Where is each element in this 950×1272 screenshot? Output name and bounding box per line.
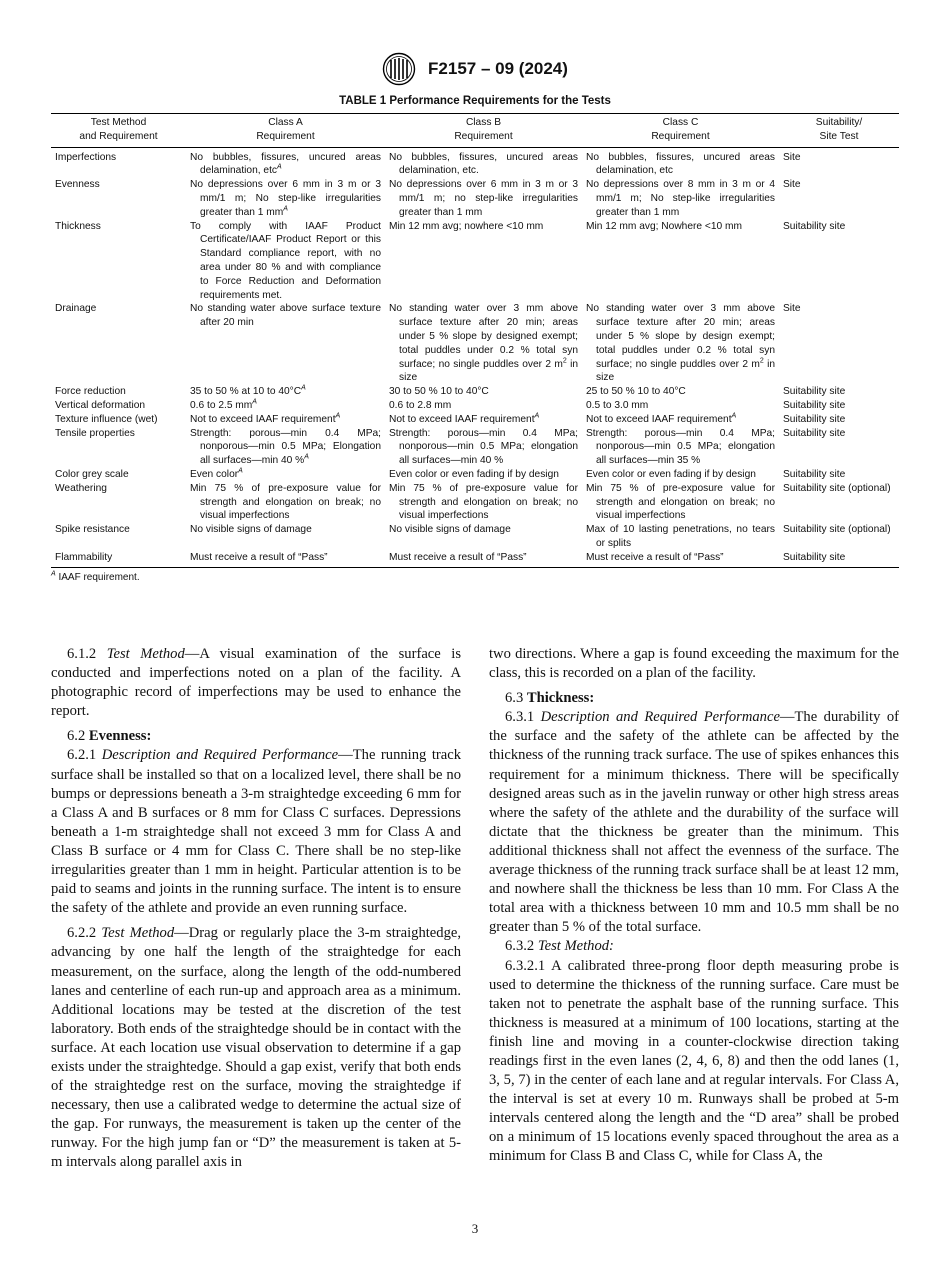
class-c-cell: Must receive a result of “Pass”	[582, 551, 779, 567]
class-b-cell: Min 12 mm avg; nowhere <10 mm	[389, 220, 544, 232]
class-a-cell: No standing water above surface texture after 20 min	[190, 303, 381, 329]
class-b-cell: Min 75 % of pre-exposure value for strength and elongation on break; no visual imperfections	[389, 482, 578, 522]
site-cell: Suitability site	[779, 551, 899, 567]
section-6-2-heading: 6.2 Evenness:	[67, 728, 152, 745]
table-row	[51, 147, 899, 178]
class-c-cell: No standing water over 3 mm above surface texture after 20 min; areas under 5 % slope by design exempt; total puddles under 0.2 % total syn surface; no single puddles over 2 $m^2$ in size	[586, 303, 775, 384]
class-b-cell: No standing water over 3 mm above surface texture after 20 min; areas under 5 % slope by designed exempt; total puddles under 0.2 % total syn surface; no single puddles over 2 $m^2$ in size	[389, 303, 578, 384]
table-row	[51, 551, 899, 567]
paragraph-6-2-1: 6.2.1 Description and Required Performance—The running track surface shall be installed so that on a localized level, there shall be no bumps or depressions beneath a 3-m straightedge exceeding 6 mm for a Class A and B surfaces or 8 mm for Class C surfaces. Depressions beneath a 1-m straightedge shall not exceed 3 mm for Class A and Class B surface or 4 mm for Class C. There shall be no step-like irregularities greater than 1 mm in height. Particular attention is to be paid to seams and joints in the running surface. The intent is to ensure the safety of the athlete and provide an even running surface.	[51, 747, 461, 917]
class-c-cell: Min 75 % of pre-exposure value for strength and elongation on break; no visual imperfections	[586, 482, 775, 522]
page-number: 3	[471, 1221, 479, 1236]
class-c-cell: No depressions over 8 mm in 3 m or 4 mm/1 m; No step-like irregularities greater than 1 mm	[586, 179, 775, 218]
row-method: Weathering	[55, 482, 107, 494]
class-b-cell: No bubbles, fissures, uncured areas delamination, etc.	[389, 151, 578, 177]
header-suitability: Suitability/ Site Test	[779, 114, 899, 148]
class-b-cell: 0.6 to 2.8 mm	[389, 399, 452, 411]
document-designation: F2157 – 09 (2024)	[428, 59, 568, 78]
class-b-cell: 30 to 50 % 10 to 40°C	[389, 386, 489, 398]
paragraph-6-3-2: 6.3.2 Test Method:	[505, 938, 614, 955]
class-a-cell: 0.6 to 2.5 $mm^A$	[190, 398, 257, 411]
row-method: Thickness	[55, 220, 101, 232]
site-cell: Suitability site	[783, 386, 846, 398]
paragraph-6-3-1: 6.3.1 Description and Required Performance—The durability of the surface and the safety of the athlete can be affected by the thickness of the running track surface. The use of spikes enhances this requirement for a minimum thickness. There will be specifically designed areas such as in the javelin runway or other high stress areas where the safety of the athlete and the durability of the surface will dictate that the thickness be greater than the minimum. This additional thickness shall not affect the evenness of the surface. The average thickness of the running track surface shall be at least 12 mm, and nowhere shall the thickness be less than 10 mm. For Class A the total area with a thickness between 10 mm and 10.5 mm shall be no greater than 5 % of the total surface.	[489, 709, 899, 936]
class-b-cell: Must receive a result of “Pass”	[385, 551, 582, 567]
class-b-cell: No visible signs of damage	[389, 524, 511, 536]
table-row	[51, 468, 899, 482]
site-cell: Site	[783, 151, 801, 163]
class-a-cell: 35 to 50 % at 10 to $40^\circ C^A$	[190, 384, 306, 398]
class-a-cell: To comply with IAAF Product Certificate/IAAF Product Report or this Standard compliance report, with no area under 80 % and with compliance to Force Reduction and Deformation requirements met.	[190, 220, 381, 301]
performance-requirements-table	[51, 113, 899, 568]
row-method: Color grey scale	[55, 468, 129, 480]
class-c-cell: No bubbles, fissures, uncured areas delamination, etc	[586, 151, 775, 177]
row-method: Drainage	[55, 303, 97, 315]
class-a-cell: Min 75 % of pre-exposure value for strength and elongation on break; no visual imperfections	[190, 482, 381, 522]
site-cell: Suitability site (optional)	[783, 482, 891, 494]
paragraph-6-2-2-continued: two directions. Where a gap is found exceeding the maximum for the class, this is recorded on a plan of the facility.	[489, 646, 899, 682]
class-a-cell: Not to exceed IAAF requirement$^A$	[190, 412, 341, 425]
class-a-cell: No depressions over 6 mm in 3 m or 3 mm/1 m; No step-like irregularities greater than 1 $mm^A$	[190, 179, 381, 218]
site-cell: Suitability site	[783, 468, 846, 480]
header-class-c: Class C Requirement	[582, 114, 779, 148]
table-row	[51, 302, 899, 385]
table-footnote: $^A$ IAAF requirement.	[51, 570, 140, 583]
row-method: Tensile properties	[55, 427, 135, 439]
performance-table-container	[51, 113, 899, 583]
paragraph-6-3-2-1: 6.3.2.1 A calibrated three-prong floor depth measuring probe is used to determine the thickness of the running surface. Care must be taken not to penetrate the asphalt base of the running surface. This thickness is measured at a minimum of 100 locations, starting at the finish line and moving in a counter-clockwise direction taking readings first in the even lanes (2, 4, 6, 8) and then the odd lanes (1, 3, 5, 7) in the center of each lane and at regular intervals. For Class A, the interval is set at every 10 m. Runways shall be probed at 5-m intervals centered along the length and the “D area” shall be probed on a minimum of 15 locations evenly spaced throughout the area as a minimum for Class B and Class C, while for Class A, the	[489, 957, 899, 1165]
site-cell: Suitability site	[783, 399, 846, 411]
class-c-cell: 0.5 to 3.0 mm	[586, 399, 649, 411]
site-cell: Site	[783, 179, 801, 191]
class-c-cell: Even color or even fading if by design	[586, 468, 756, 480]
table-title: TABLE 1 Performance Requirements for the Tests	[339, 95, 611, 107]
class-c-cell: Not to exceed IAAF requirement$^A$	[586, 412, 737, 425]
table-header-row	[51, 114, 899, 148]
class-b-cell: Even color or even fading if by design	[389, 468, 559, 480]
header-class-b: Class B Requirement	[385, 114, 582, 148]
table-row	[51, 399, 899, 413]
class-c-cell: Strength: porous—min 0.4 MPa; nonporous—min 0.5 MPa; elongation all surfaces—min 35 %	[586, 427, 775, 467]
page-header	[0, 52, 950, 86]
row-method: Force reduction	[55, 386, 126, 398]
class-a-cell: No visible signs of damage	[190, 524, 312, 536]
row-method: Spike resistance	[55, 524, 130, 536]
table-row	[51, 427, 899, 468]
site-cell: Suitability site	[783, 220, 846, 232]
row-method: Texture influence (wet)	[55, 413, 158, 425]
paragraph-6-1-2: 6.1.2 Test Method—A visual examination of the surface is conducted and imperfections noted on a plan of the facility. A photographic record of imperfections may be used to enhance the report.	[51, 646, 461, 720]
table-row	[51, 385, 899, 399]
site-cell: Site	[783, 303, 801, 315]
table-row	[51, 178, 899, 219]
class-b-cell: Not to exceed IAAF requirement$^A$	[389, 412, 540, 425]
row-method: Evenness	[55, 179, 100, 191]
section-6-3-heading: 6.3 Thickness:	[505, 690, 595, 707]
table-row	[51, 482, 899, 523]
class-a-cell: Must receive a result of “Pass”	[186, 551, 385, 567]
class-c-cell: 25 to 50 % 10 to 40°C	[586, 386, 686, 398]
table-row	[51, 413, 899, 427]
header-test-method: Test Method and Requirement	[51, 114, 186, 148]
class-b-cell: No depressions over 6 mm in 3 m or 3 mm/1 m; no step-like irregularities greater than 1 mm	[389, 179, 578, 218]
astm-logo-icon	[382, 52, 416, 86]
body-left-column	[51, 645, 461, 1173]
class-c-cell: Max of 10 lasting penetrations, no tears or splits	[586, 524, 775, 549]
row-method: Flammability	[51, 551, 186, 567]
row-method: Vertical deformation	[55, 399, 146, 411]
site-cell: Suitability site	[783, 413, 846, 425]
class-a-cell: Strength: porous—min 0.4 MPa; nonporous—min 0.5 MPa; Elongation all surfaces—min 40 %$^A$	[190, 427, 381, 467]
paragraph-6-2-2: 6.2.2 Test Method—Drag or regularly place the 3-m straightedge, advancing by one half the length of the straightedge for each measurement, on the surface, along the length of the odd-numbered lanes and centerline of each run-up and approach area as a minimum. Additional locations may be tested at the discretion of the test laboratory. Both ends of the straightedge should be in contact with the surface. At each location use visual observation to determine if a gap exists under the straightedge. Should a gap exist, verify that both ends of the straightedge rest on the surface, moving the straightedge if necessary, then use a calibrated wedge to determine the actual size of the gap. For runways, the measurement is taken up the center of the runway. For the high jump fan or “D” the measurement is taken at 5-m intervals along parallel axis in	[51, 925, 461, 1171]
body-right-column	[489, 645, 899, 1167]
table-row	[51, 220, 899, 303]
class-b-cell: Strength: porous—min 0.4 MPa; nonporous—min 0.5 MPa; elongation all surfaces—min 40 %	[389, 427, 578, 467]
site-cell: Suitability site	[783, 427, 846, 439]
row-method: Imperfections	[55, 151, 117, 163]
class-c-cell: Min 12 mm avg; Nowhere <10 mm	[586, 220, 742, 232]
table-row	[51, 523, 899, 551]
site-cell: Suitability site (optional)	[783, 524, 891, 536]
class-a-cell: No bubbles, fissures, uncured areas delamination, etc$^A$	[190, 151, 381, 177]
class-a-cell: Even color$^A$	[190, 467, 243, 480]
header-class-a: Class A Requirement	[186, 114, 385, 148]
